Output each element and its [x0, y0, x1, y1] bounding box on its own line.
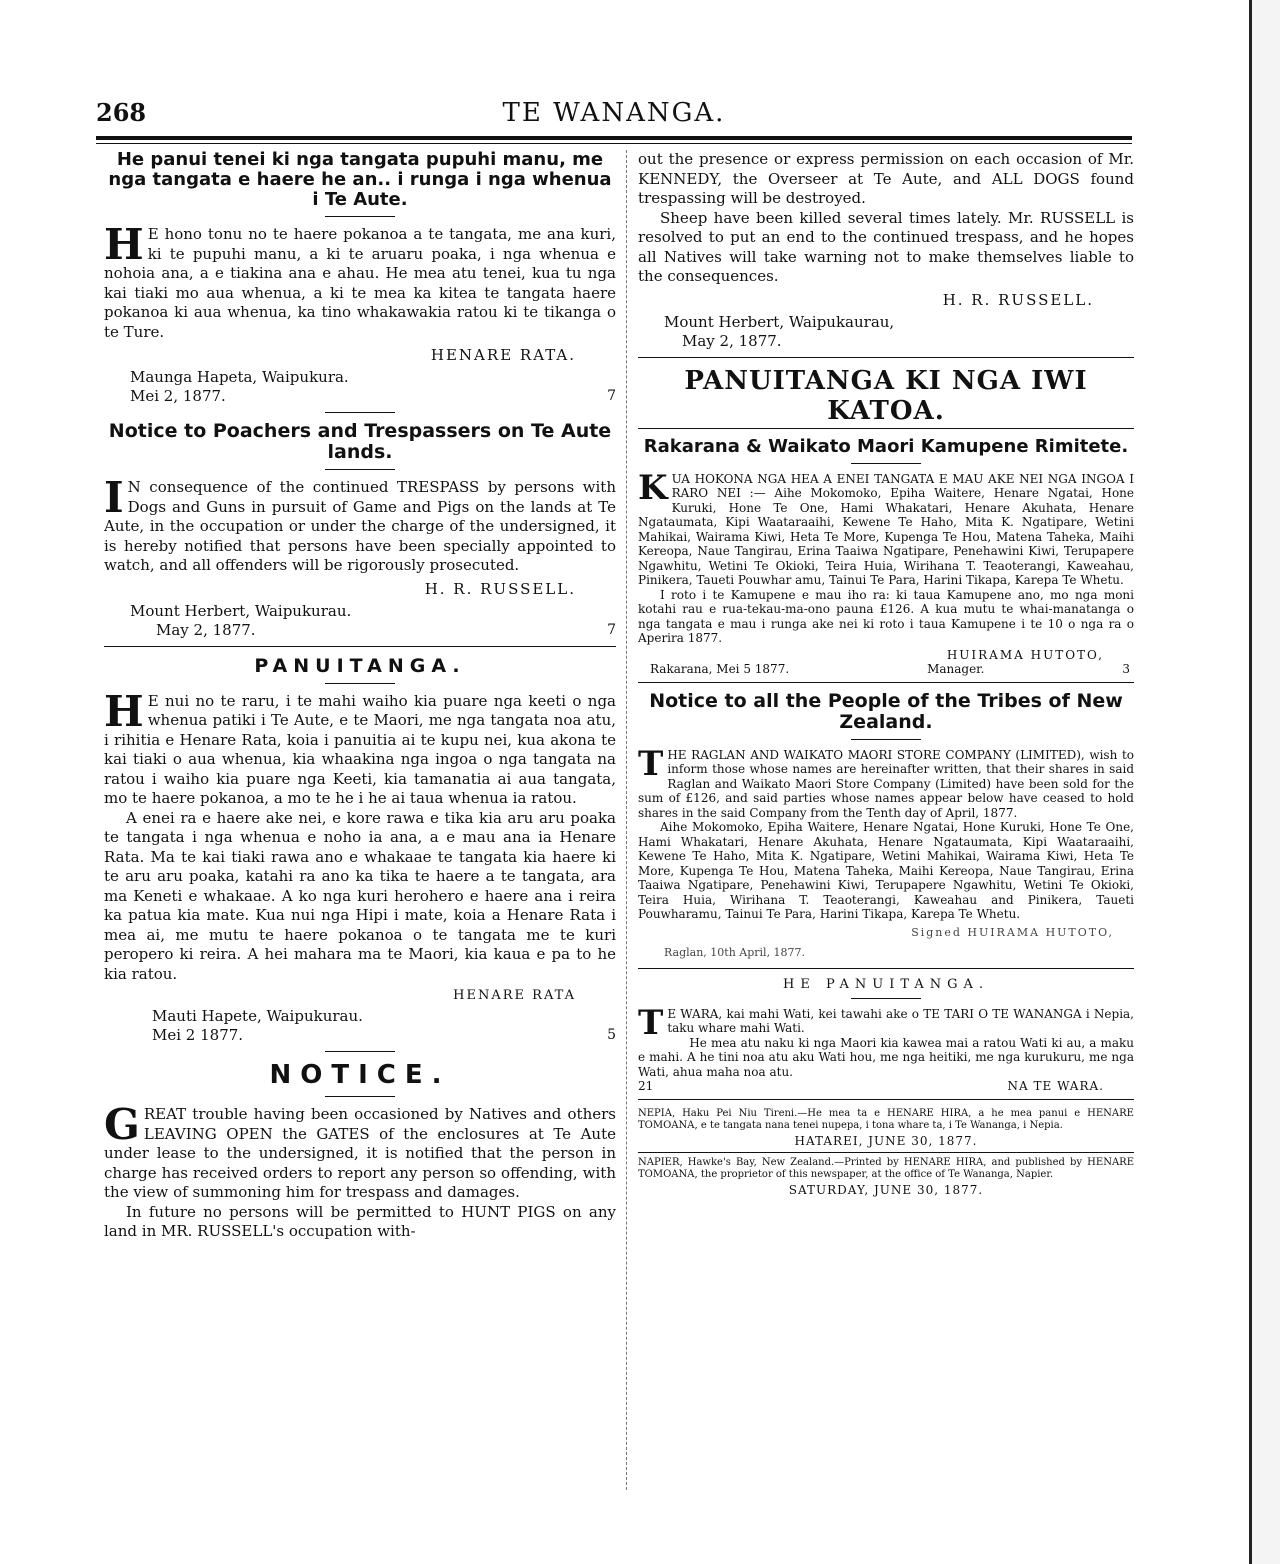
notice-para: Sheep have been killed several times lately. Mr. RUSSELL is resolved to put an end to the continued trespass, and he hopes all Natives will take warning not to make themselves liable to the consequences. [638, 208, 1134, 285]
notice-english-continued [638, 150, 1134, 358]
notice-he-panuitanga [638, 977, 1134, 1101]
imprint-maori-date: HATAREI, JUNE 30, 1877. [794, 1134, 978, 1148]
insertion-marker: 7 [607, 621, 616, 638]
drop-cap: I [104, 473, 124, 522]
drop-cap: G [104, 1100, 140, 1149]
notice-heading: NOTICE. [269, 1060, 451, 1090]
left-column [104, 150, 616, 1242]
imprint [638, 1108, 1134, 1197]
notice-body [104, 473, 616, 576]
notice-english [104, 1060, 616, 1242]
drop-cap: T [638, 1002, 664, 1043]
notice-heading: Notice to Poachers and Trespassers on Te Aute lands. [108, 420, 612, 463]
place: Mount Herbert, Waipukaurau, [664, 312, 895, 331]
notice-body [104, 220, 616, 342]
notice-heading: HE PANUITANGA. [783, 976, 989, 992]
notice-heading: Notice to all the People of the Tribes of New Zealand. [649, 689, 1123, 733]
heading-rule [638, 428, 1134, 429]
running-title: TE WANANGA. [502, 98, 726, 128]
date-line [104, 387, 616, 406]
drop-cap: T [638, 743, 664, 784]
section-rule [104, 646, 616, 647]
place-date-line [638, 662, 1134, 676]
notice-panui-pupuhi [104, 150, 616, 413]
section-rule [638, 1099, 1134, 1100]
section-rule [638, 682, 1134, 683]
place: Mauti Hapete, Waipukurau. [152, 1007, 363, 1025]
notice-text: E nui no te raru, i te mahi waiho kia puare nga keeti o nga whenua patiki i Te Aute, e te Maori, me nga tangata noa atu, i rihitia e Henare Rata, koia i panuitia ai te kupu nei, kua akona te kai tiaki o aua whenua, kia whaakina nga ingoa o nga tangata na ratou i waiho kia puare nga Keeti, kia tamanatia ai aua tangata, mo te haere pokanoa, a mo te he i he ai taua whenua ia ratou. [104, 691, 616, 807]
date-line [104, 621, 616, 640]
imprint-maori: NEPIA, Haku Pei Niu Tireni.—He mea ta e HENARE HIRA, a he mea panui e HENARE TOMOANA, e te tangata nana tenei nupepa, i tona whare ta, i Te Wananga, i Nepia. [638, 1108, 1134, 1131]
place: Maunga Hapeta, Waipukura. [130, 368, 349, 386]
notice-text: E WARA, kai mahi Wati, kei tawahi ake o TE TARI O TE WANANGA i Nepia, taku whare mahi Wati. [667, 1006, 1134, 1035]
heading-rule [325, 683, 395, 684]
insertion-marker: 3 [1122, 661, 1130, 676]
signature: H. R. RUSSELL. [942, 290, 1094, 309]
heading-rule [325, 469, 395, 470]
notice-para: He mea atu naku ki nga Maori kia kawea mai a ratou Wati ki au, a maku e mahi. A he tini noa atu aku Wati hou, me nga heitiki, me nga kurukuru, me nga Wati, ahua maha noa atu. [638, 1035, 1134, 1079]
notice-para [638, 467, 1134, 588]
notice-para [638, 743, 1134, 821]
notice-heading: PANUITANGA. [254, 654, 466, 677]
header-rule-thin [96, 143, 1132, 144]
notice-heading: He panui tenei ki nga tangata pupuhi manu, me nga tangata e haere he an.. i runga i nga whenua i Te Aute. [108, 150, 612, 210]
heading-rule [325, 216, 395, 217]
signature: HENARE RATA [453, 988, 576, 1003]
page-header [96, 98, 1132, 134]
section-rule [325, 412, 395, 413]
notice-para: In future no persons will be permitted to HUNT PIGS on any land in MR. RUSSELL's occupation with- [104, 1202, 616, 1240]
notice-panuitanga-iwi [638, 366, 1134, 683]
notice-para: I roto i te Kamupene e mau iho ra: ki taua Kamupene ano, mo nga moni kotahi rau e rua-tekau-ma-ono pauna £126. A kua mutu te whai-manatanga o nga tangata e mau i runga ake nei ki roto i taua Kamupene i te 10 o nga ra o Aperira 1877. [638, 587, 1134, 645]
signature: NA TE WARA. [1007, 1079, 1104, 1093]
heading-rule [851, 739, 921, 740]
notice-para [638, 1002, 1134, 1043]
page-number: 268 [96, 98, 147, 127]
notice-text: E hono tonu no te haere pokanoa a te tangata, me ana kuri, ki te pupuhi manu, a ki te aruaru poaka, i nga whenua e nohoia ana, a e tiakina ana e ahau. He mea atu tenei, kua tu nga kai tiaki mo aua whenua, a ki te mea ka kitea te tangata haere pokanoa ki aua whenua, ka tino whakawakia ratou ki te tikanga o te Ture. [104, 225, 616, 341]
insertion-marker: 5 [607, 1027, 616, 1043]
page-edge [1249, 0, 1280, 1564]
insertion-marker: 21 [638, 1079, 654, 1093]
notice-para: A enei ra e haere ake nei, e kore rawa e tika kia aru aru poaka te tangata i nga whenua e noho ia ana, a e mau ana ia Henare Rata. Ma te kai tiaki rawa ano e whakaae te tangata kia haere ki te aru aru poaka, katahi ra ano ka tika te haere a te tangata, ara ma Keneti e whakaae. A ko nga kuri herohero e haere ana i reira ka patua kia mate. Kua nui nga Hipi i mate, koia a Henare Rata i mea ai, me mutu te haere pokanoa o te tangata me te kuri peropero ki reira. A hei mahara ma te Maori, kia kaua e pa to he kia ratou. [104, 808, 616, 983]
signature: H. R. RUSSELL. [424, 579, 576, 598]
place: Mount Herbert, Waipukurau. [130, 601, 352, 620]
date: May 2, 1877. [156, 620, 256, 639]
notice-text: N consequence of the continued TRESPASS by persons with Dogs and Guns in pursuit of Game and Pigs on the lands at Te Aute, in the occupation or under the charge of the undersigned, it is hereby notified that persons have been specially appointed to watch, and all offenders will be rigorously prosecuted. [104, 478, 616, 574]
signature: HUIRAMA HUTOTO, [946, 647, 1104, 662]
signature: Signed HUIRAMA HUTOTO, [911, 925, 1114, 939]
date: Mei 2, 1877. [130, 387, 226, 405]
insertion-marker: 7 [607, 388, 616, 404]
section-rule [325, 1051, 395, 1052]
notice-para [104, 1100, 616, 1203]
drop-cap: H [104, 686, 144, 736]
signature: HENARE RATA. [430, 346, 576, 364]
notice-heading: PANUITANGA KI NGA IWI KATOA. [684, 365, 1088, 426]
drop-cap: K [638, 467, 668, 508]
subheading-rule [851, 463, 921, 464]
notice-text: UA HOKONA NGA HEA A ENEI TANGATA E MAU AKE NEI NGA INGOA I RARO NEI :— Aihe Mokomoko, Epiha Waitere, Henare Ngatai, Hone Kuruki, Hone Te One, Hami Whakatari, Henare Akuhata, Henare Ngataumata, Kipi Waataraaihi, Kewene Te Haho, Mita K. Ngatipare, Wetini Mahikai, Wairama Kiwi, Heta Te More, Kupenga Te Hou, Matena Taheka, Maihi Kereopa, Naue Tangirau, Erina Taaiwa Ngatipare, Penehawini Kiwi, Terupapere Ngawhitu, Wetini Te Okioki, Teira Huia, Wirihana T. Teaoterangi, Kaweahau, Pinikera, Taueti Pouwhar amu, Tainui Te Para, Harini Tikapa, Karepa Te Whetu. [638, 471, 1134, 587]
signature-line [638, 1079, 1134, 1093]
place-date: Rakarana, Mei 5 1877. [650, 661, 790, 676]
notice-text: REAT trouble having been occasioned by Natives and others LEAVING OPEN the GATES of the enclosures at Te Aute under lease to the undersigned, it is notified that the person in charge has received orders to report any person so offending, with the view of summoning him for trespass and damages. [104, 1105, 616, 1201]
header-rule-thick [96, 136, 1132, 140]
date: Mei 2 1877. [152, 1026, 244, 1044]
notice-text: HE RAGLAN AND WAIKATO MAORI STORE COMPANY (LIMITED), wish to inform those whose names are hereinafter written, that their shares in said Raglan and Waikato Maori Store Company (Limited) have been sold for the sum of £126, and said parties whose names appear below have ceased to hold shares in the said Company from the Tenth day of April, 1877. [638, 747, 1134, 820]
notice-para: Aihe Mokomoko, Epiha Waitere, Henare Ngatai, Hone Kuruki, Hone Te One, Hami Whakatari, Henare Akuhata, Henare Ngataumata, Kipi Waataraaihi, Kewene Te Haho, Mita K. Ngatipare, Wetini Mahikai, Wairama Kiwi, Heta Te More, Kupenga Te Hou, Matena Taheka, Maihi Kereopa, Naue Tangirau, Erina Taaiwa Ngatipare, Penehawini Kiwi, Terupapere Ngawhitu, Wetini Te Okioki, Teira Huia, Wirihana T. Teaoterangi, Kaweahau and Pinikera, Taueti Pouwharamu, Tainui Te Para, Harini Tikapa, Karepa Te Whetu. [638, 820, 1134, 921]
date: May 2, 1877. [682, 331, 782, 350]
notice-subheading: Rakarana & Waikato Maori Kamupene Rimitete. [643, 435, 1129, 457]
drop-cap: H [104, 220, 144, 269]
notice-tribes [638, 691, 1134, 969]
imprint-english-date: SATURDAY, JUNE 30, 1877. [788, 1183, 984, 1197]
signatory-title: Manager. [927, 661, 985, 676]
section-rule [638, 968, 1134, 969]
imprint-rule [638, 1152, 1134, 1153]
right-column [638, 150, 1134, 1197]
notice-panuitanga [104, 655, 616, 1053]
place-date: Raglan, 10th April, 1877. [664, 945, 806, 959]
date-line [104, 1026, 616, 1045]
column-divider [626, 150, 627, 1490]
notice-poachers [104, 421, 616, 647]
notice-para: out the presence or express permission on each occasion of Mr. KENNEDY, the Overseer at Te Aute, and ALL DOGS found trespassing will be destroyed. [638, 150, 1134, 207]
heading-rule [325, 1096, 395, 1097]
imprint-english: NAPIER, Hawke's Bay, New Zealand.—Printed by HENARE HIRA, and published by HENARE TOMOANA, the proprietor of this newspaper, at the office of Te Wananga, Napier. [638, 1157, 1134, 1180]
heading-rule [851, 998, 921, 999]
section-rule [638, 357, 1134, 358]
notice-para [104, 686, 616, 809]
